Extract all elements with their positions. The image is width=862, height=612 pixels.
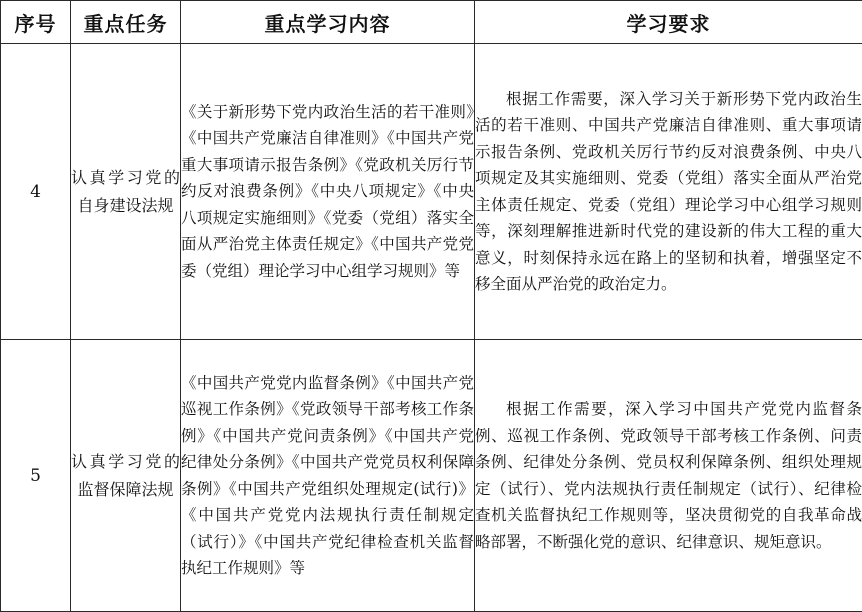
- row-requirement: [475, 44, 862, 340]
- row-num: 4: [1, 44, 71, 340]
- header-num: 序号: [1, 1, 71, 44]
- header-content: 重点学习内容: [181, 1, 475, 44]
- row-content-text: 《中国共产党党内监督条例》《中国共产党巡视工作条例》《党政领导干部考核工作条例》《中国共产党问责条例》《中国共产党纪律处分条例》《中国共产党党员权利保障条例》《中国共产党组织处理规定(试行)》《中国共产党党内法规执行责任制规定（试行）》《中国共产党纪律检查机关监督执纪工作规则》等: [181, 373, 474, 577]
- header-requirement: 学习要求: [475, 1, 862, 44]
- row-content: [181, 340, 475, 612]
- header-task: 重点任务: [71, 1, 181, 44]
- row-num: 5: [1, 340, 71, 612]
- row-task-text: 认真学习党的监督保障法规: [71, 451, 180, 499]
- row-requirement-text: 根据工作需要，深入学习中国共产党党内监督条例、巡视工作条例、党政领导干部考核工作条例、问责条例、纪律处分条例、党员权利保障条例、组织处理规定（试行）、党内法规执行责任制规定（试行）、纪律检查机关监督执纪工作规则等，坚决贯彻党的自我革命战略部署，不断强化党的意识、纪律意识、规矩意识。: [475, 400, 862, 551]
- row-task-text: 认真学习党的自身建设法规: [71, 167, 180, 215]
- table-row: [1, 340, 862, 612]
- row-content-text: 《关于新形势下党内政治生活的若干准则》《中国共产党廉洁自律准则》《中国共产党重大事项请示报告条例》《党政机关厉行节约反对浪费条例》《中央八项规定》《中央八项规定实施细则》《党委（党组）落实全面从严治党主体责任规定》《中国共产党党委（党组）理论学习中心组学习规则》等: [181, 102, 474, 280]
- row-task: [71, 340, 181, 612]
- table-header-row: [1, 1, 862, 44]
- row-requirement: [475, 340, 862, 612]
- table-row: [1, 44, 862, 340]
- row-requirement-text: 根据工作需要，深入学习关于新形势下党内政治生活的若干准则、中国共产党廉洁自律准则、重大事项请示报告条例、党政机关厉行节约反对浪费条例、中央八项规定及其实施细则、党委（党组）落实全面从严治党主体责任规定、党委（党组）理论学习中心组学习规则等，深刻理解推进新时代党的建设新的伟大工程的重大意义，时刻保持永远在路上的坚韧和执着，增强坚定不移全面从严治党的政治定力。: [475, 89, 862, 293]
- row-content: [181, 44, 475, 340]
- row-task: [71, 44, 181, 340]
